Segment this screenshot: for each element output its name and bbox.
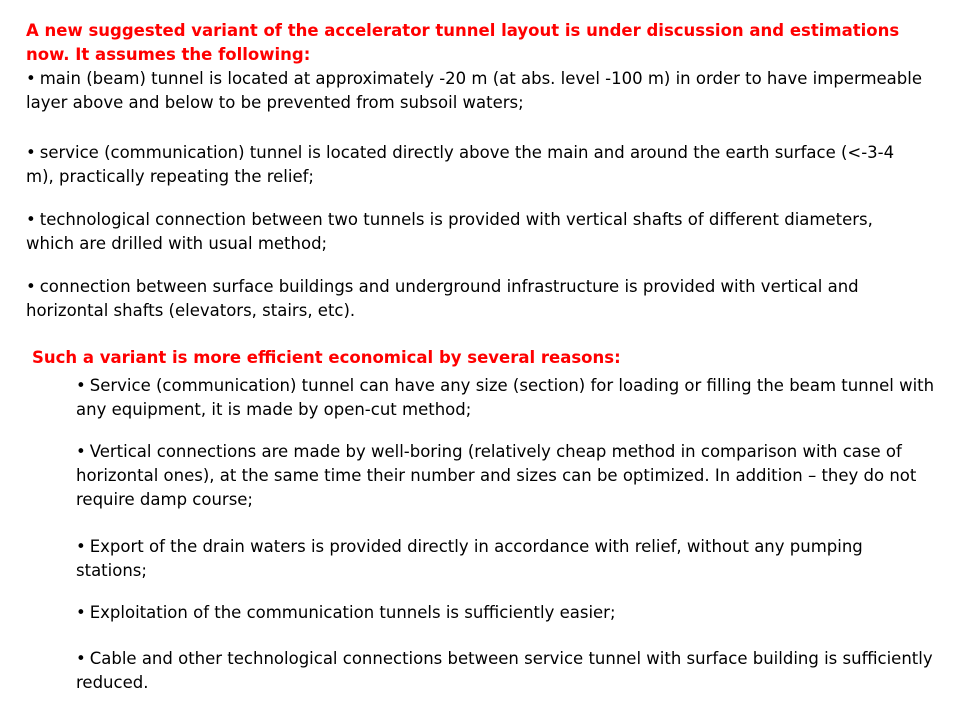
reason-bullet-text: Export of the drain waters is provided directly in accordance with relief, without any pumping stations; xyxy=(76,537,863,580)
reason-bullet-item xyxy=(76,374,936,422)
reason-bullet-item xyxy=(76,440,936,512)
intro-bullet-text: service (communication) tunnel is located directly above the main and around the earth surface (<-3-4 m), practically repeating the relief; xyxy=(26,143,895,186)
reason-bullet-text: Service (communication) tunnel can have any size (section) for loading or filling the beam tunnel with any equipment, it is made by open-cut method; xyxy=(76,376,935,419)
intro-bullet-item xyxy=(26,67,926,115)
reason-bullet-text: Exploitation of the communication tunnels is sufficiently easier; xyxy=(89,603,616,622)
bullet-glyph: • xyxy=(76,376,86,395)
intro-bullet-item xyxy=(26,141,926,189)
intro-bullet-text: connection between surface buildings and underground infrastructure is provided with vertical and horizontal shafts (elevators, stairs, etc). xyxy=(26,277,859,320)
bullet-glyph: • xyxy=(76,649,86,668)
bullet-glyph: • xyxy=(76,603,86,622)
bullet-glyph: • xyxy=(26,277,36,296)
reasons-heading: Such a variant is more efficient economical by several reasons: xyxy=(32,348,621,367)
reason-bullet-item xyxy=(76,535,936,583)
intro-bullet-item xyxy=(26,275,926,323)
bullet-glyph: • xyxy=(26,210,36,229)
reason-bullet-text: Cable and other technological connections between service tunnel with surface building is sufficiently reduced. xyxy=(76,649,933,692)
reason-bullet-item xyxy=(76,647,936,695)
bullet-glyph: • xyxy=(76,537,86,556)
reason-bullet-item xyxy=(76,601,936,625)
reason-bullet-text: Vertical connections are made by well-boring (relatively cheap method in comparison with case of horizontal ones), at the same time their number and sizes can be optimized. In addition – they do not require damp course; xyxy=(76,442,917,509)
bullet-glyph: • xyxy=(26,69,36,88)
intro-heading: A new suggested variant of the accelerator tunnel layout is under discussion and estimations now. It assumes the following: xyxy=(26,21,900,64)
bullet-glyph: • xyxy=(76,442,86,461)
intro-bullet-item xyxy=(26,208,926,256)
intro-bullet-text: main (beam) tunnel is located at approximately -20 m (at abs. level -100 m) in order to have impermeable layer above and below to be prevented from subsoil waters; xyxy=(26,69,922,112)
intro-bullet-text: technological connection between two tunnels is provided with vertical shafts of different diameters, which are drilled with usual method; xyxy=(26,210,873,253)
bullet-glyph: • xyxy=(26,143,36,162)
